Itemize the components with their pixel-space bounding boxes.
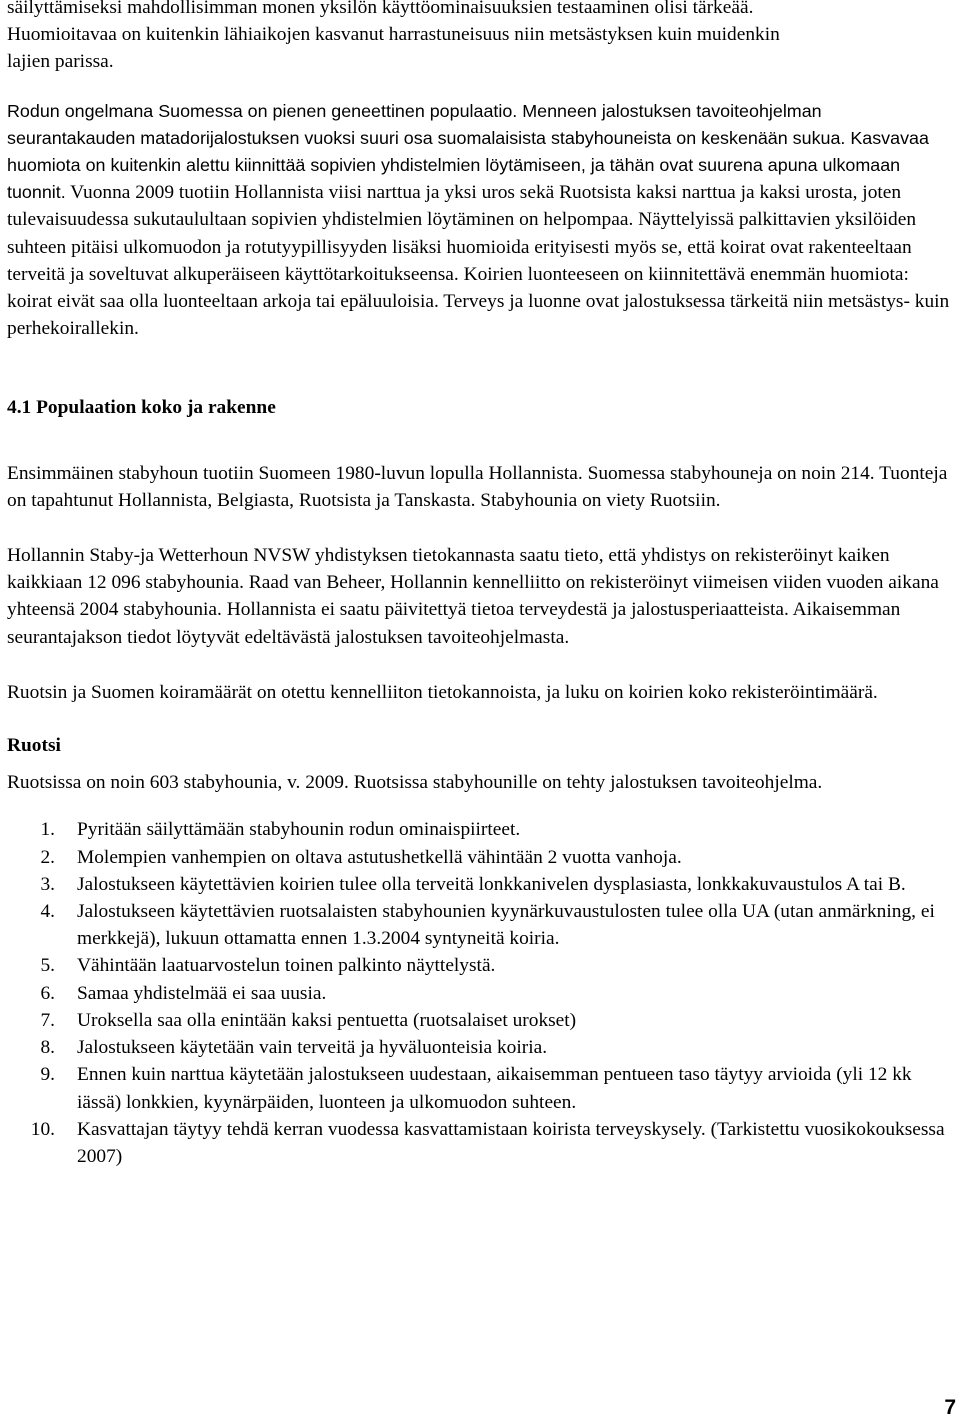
list-item — [7, 980, 953, 1007]
section-paragraph: Ruotsin ja Suomen koiramäärät on otettu kennelliiton tietokannoista, ja luku on koirien koko rekisteröintimäärä. — [7, 681, 878, 703]
section-paragraph: Hollannin Staby-ja Wetterhoun NVSW yhdistyksen tietokannasta saatu tieto, että yhdistys on rekisteröinyt kaiken kaikkiaan 12 096 stabyhounia. Raad van Beheer, Hollannin kennelliitto on rekisteröinyt viimeisen viiden vuoden aikana yhteensä 2004 stabyhounia. Hollannista ei saatu päivitettyä tietoa terveydestä ja jalostusperiaatteista. Aikaisemman seurantajakson tiedot löytyvät edeltävästä jalostuksen tavoiteohjelmasta. — [7, 545, 939, 648]
list-item-number: 7. — [40, 1009, 55, 1031]
breeding-rules-list — [7, 816, 953, 1170]
list-item — [7, 1061, 953, 1115]
list-item-text: Pyritään säilyttämään stabyhounin rodun ominaispiirteet. — [77, 819, 521, 841]
list-item-number: 4. — [40, 901, 55, 923]
page-number: 7 — [944, 1396, 956, 1419]
list-item-text: Samaa yhdistelmää ei saa uusia. — [77, 982, 327, 1004]
list-item — [7, 898, 953, 952]
list-item-text: Jalostukseen käytettävien koirien tulee olla terveitä lonkkanivelen dysplasiasta, lonkkakuvaustulos A tai B. — [77, 873, 906, 895]
list-item — [7, 844, 953, 871]
list-item-text: Jalostukseen käytetään vain terveitä ja hyväluonteisia koiria. — [77, 1037, 548, 1059]
list-item-text: Jalostukseen käytettävien ruotsalaisten stabyhounien kyynärkuvaustulosten tulee olla UA (utan anmärkning, ei merkkejä), lukuun ottamatta ennen 1.3.2004 syntyneitä koiria. — [77, 901, 935, 950]
list-item-number: 9. — [40, 1064, 55, 1086]
list-item — [7, 952, 953, 979]
sans-text-span: Rodun ongelmana Suomessa on pienen geneettinen populaatio. Menneen jalostuksen tavoiteohjelman seurantakauden matadorijalostuksen vuoksi suuri osa suomalaisista stabyhouneista on keskenään sukua. Kasvavaa huomiota on kuitenkin alettu kiinnittää sopivien yhdistelmien löytämiseen, ja tähän ovat suurena apuna ulkomaan tuonnit. — [7, 100, 929, 203]
continued-paragraph — [7, 0, 953, 76]
list-item-text: Molempien vanhempien on oltava astutushetkellä vähintään 2 vuotta vanhoja. — [77, 846, 682, 868]
list-item — [7, 816, 953, 843]
list-item-number: 1. — [40, 819, 55, 841]
list-item-number: 2. — [40, 846, 55, 868]
text-line: säilyttämiseksi mahdollisimman monen yksilön käyttöominaisuuksien testaaminen olisi tärkeää. — [7, 0, 754, 18]
document-page — [7, 0, 953, 1170]
list-item-text: Uroksella saa olla enintään kaksi pentuetta (ruotsalaiset urokset) — [77, 1009, 577, 1031]
serif-text-span: Vuonna 2009 tuotiin Hollannista viisi narttua ja yksi uros sekä Ruotsista kaksi narttua ja kaksi urosta, joten tulevaisuudessa sukutaulultaan sopivien yhdistelmien löytäminen on helpompaa. Näyttelyissä palkittavien yksilöiden suhteen pitäisi ulkomuodon ja rotutyypillisyyden lisäksi huomioida erityisesti myös se, että koirat ovat rakenteeltaan terveitä ja soveltuvat alkuperäiseen käyttötarkoitukseensa. Koirien luonteeseen on kiinnitettävä enemmän huomiota: koirat eivät saa olla luonteeltaan arkoja tai epäluuloisia. Terveys ja luonne ovat jalostuksessa tärkeitä niin metsästys- kuin perhekoirallekin. — [7, 182, 950, 340]
list-item — [7, 1007, 953, 1034]
text-line: lajien parissa. — [7, 51, 114, 73]
list-item-text: Vähintään laatuarvostelun toinen palkinto näyttelystä. — [77, 955, 496, 977]
list-item-text: Kasvattajan täytyy tehdä kerran vuodessa kasvattamistaan koirista terveyskysely. (Tarkistettu vuosikokouksessa 2007) — [77, 1118, 945, 1167]
list-item-number: 3. — [40, 873, 55, 895]
list-item-number: 10. — [30, 1118, 55, 1140]
breed-problem-paragraph — [7, 98, 953, 343]
section-heading-4-1: 4.1 Populaation koko ja rakenne — [7, 397, 276, 419]
list-item — [7, 1034, 953, 1061]
list-item — [7, 1116, 953, 1170]
list-item-number: 6. — [40, 982, 55, 1004]
list-item — [7, 871, 953, 898]
section-paragraph: Ensimmäinen stabyhoun tuotiin Suomeen 1980-luvun lopulla Hollannista. Suomessa stabyhouneja on noin 214. Tuonteja on tapahtunut Hollannista, Belgiasta, Ruotsista ja Tanskasta. Stabyhounia on viety Ruotsiin. — [7, 462, 948, 511]
list-item-number: 8. — [40, 1037, 55, 1059]
list-item-number: 5. — [40, 955, 55, 977]
list-item-text: Ennen kuin narttua käytetään jalostukseen uudestaan, aikaisemman pentueen taso täytyy arvioida (yli 12 kk iässä) lonkkien, kyynärpäiden, luonteen ja ulkomuodon suhteen. — [77, 1064, 912, 1113]
ruotsi-intro-paragraph: Ruotsissa on noin 603 stabyhounia, v. 2009. Ruotsissa stabyhounille on tehty jalostuksen tavoiteohjelma. — [7, 772, 823, 794]
subheading-ruotsi: Ruotsi — [7, 735, 61, 757]
text-line: Huomioitavaa on kuitenkin lähiaikojen kasvanut harrastuneisuus niin metsästyksen kuin muidenkin — [7, 24, 780, 46]
